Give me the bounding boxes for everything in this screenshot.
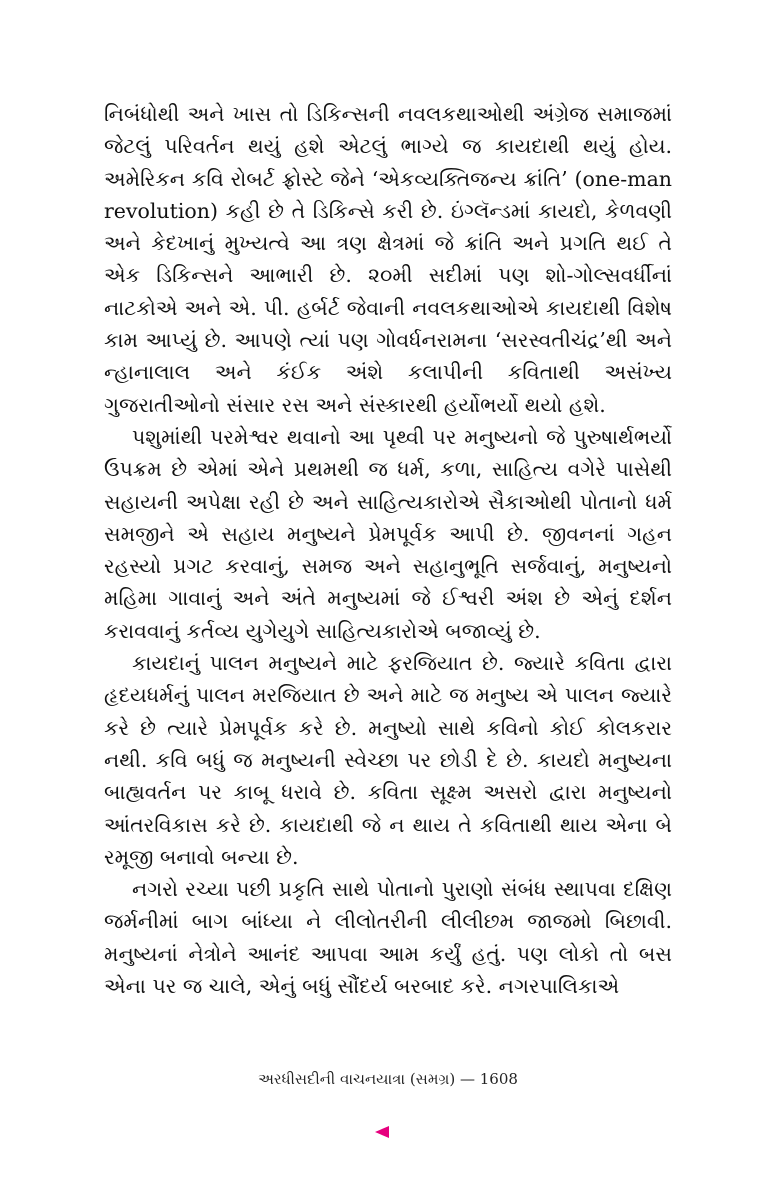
paragraph-3: કાયદાનું પાલન મનુષ્યને માટે ફરજિયાત છે. જ્યારે કવિતા દ્વારા હૃદયધર્મનું પાલન મરજિયાત છે અને માટે જ મનુષ્ય એ પાલન જ્યારે કરે છે ત્યારે પ્રેમપૂર્વક કરે છે. મનુષ્યો સાથે કવિનો કોઈ કોલકરાર નથી. કવિ બધું જ મનુષ્યની સ્વેચ્છા પર છોડી દે છે. કાયદો મનુષ્યના બાહ્યવર્તન પર કાબૂ ધરાવે છે. કવિતા સૂક્ષ્મ અસરો દ્વારા મનુષ્યનો આંતરવિકાસ કરે છે. કાયદાથી જે ન થાય તે કવિતાથી થાય એના બે રમૂજી બનાવો બન્યા છે. (104, 651, 672, 869)
triangle-left-icon (374, 1125, 390, 1139)
paragraph-4: નગરો રચ્યા પછી પ્રકૃતિ સાથે પોતાનો પુરાણો સંબંધ સ્થાપવા દક્ષિણ જર્મનીમાં બાગ બાંધ્યા ને લીલોતરીની લીલીછમ જાજમો બિછાવી. મનુષ્યનાં નેત્રોને આનંદ આપવા આમ કર્યું હતું. પણ લોકો તો બસ એના પર જ ચાલે, એનું બધું સૌંદર્ય બરબાદ કરે. નગરપાલિકાએ (104, 877, 672, 999)
paragraph-1: નિબંધોથી અને ખાસ તો ડિકિન્સની નવલકથાઓથી અંગ્રેજ સમાજમાં જેટલું પરિવર્તન થયું હશે એટલું ભાગ્યે જ કાયદાથી થયું હોય. અમેરિકન કવિ રોબર્ટ ફ્રોસ્ટે જેને ‘એકવ્યક્તિજન્ય ક્રાંતિ’ (one-man revolution) કહી છે તે ડિકિન્સે કરી છે. ઇંગ્લૅન્ડમાં કાયદો, કેળવણી અને કેદખાનું મુખ્યત્વે આ ત્રણ ક્ષેત્રમાં જે ક્રાંતિ અને પ્રગતિ થઈ તે એક ડિકિન્સને આભારી છે. ૨૦મી સદીમાં પણ શો-ગોલ્સવર્ધીનાં નાટકોએ અને એ. પી. હર્બર્ટ જેવાની નવલકથાઓએ કાયદાથી વિશેષ કામ આપ્યું છે. આપણે ત્યાં પણ ગોવર્ધનરામના ‘સરસ્વતીચંદ્ર’થી અને ન્હાનાલાલ અને કંઈક અંશે કલાપીની કવિતાથી અસંખ્ય ગુજરાતીઓનો સંસાર રસ અને સંસ્કારથી હર્યોભર્યો થયો હશે. (104, 102, 672, 417)
body-text (104, 98, 672, 1002)
paragraph-2: પશુમાંથી પરમેશ્વર થવાનો આ પૃથ્વી પર મનુષ્યનો જે પુરુષાર્થભર્યો ઉપક્રમ છે એમાં એને પ્રથમથી જ ધર્મ, કળા, સાહિત્ય વગેરે પાસેથી સહાયની અપેક્ષા રહી છે અને સાહિત્યકારોએ સૈકાઓથી પોતાનો ધર્મ સમજીને એ સહાય મનુષ્યને પ્રેમપૂર્વક આપી છે. જીવનનાં ગહન રહસ્યો પ્રગટ કરવાનું, સમજ અને સહાનુભૂતિ સર્જવાનું, મનુષ્યનો મહિમા ગાવાનું અને અંતે મનુષ્યમાં જે ઈશ્વરી અંશ છે એનું દર્શન કરાવવાનું કર્તવ્ય યુગેયુગે સાહિત્યકારોએ બજાવ્યું છે. (104, 424, 672, 643)
page-footer: અરધીસદીની વાચનયાત્રા (સમગ્ર) — 1608 (258, 1070, 518, 1088)
previous-page-button[interactable] (370, 1120, 394, 1144)
